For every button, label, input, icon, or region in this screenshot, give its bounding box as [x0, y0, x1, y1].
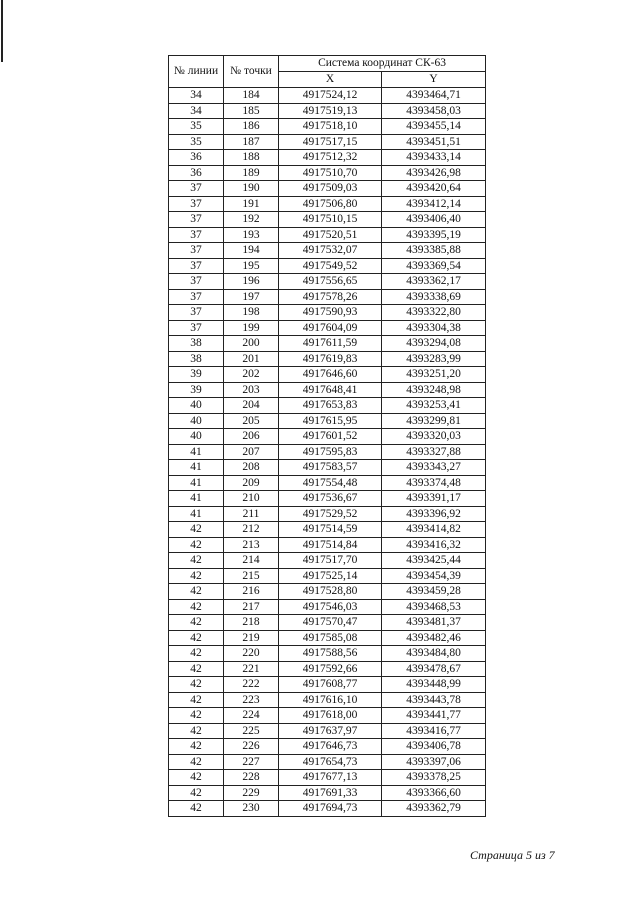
cell-x: 4917529,52 [279, 506, 382, 522]
cell-line-number: 42 [169, 615, 224, 631]
table-row [169, 320, 486, 336]
table-row [169, 599, 486, 615]
cell-line-number: 42 [169, 553, 224, 569]
cell-x: 4917677,13 [279, 770, 382, 786]
cell-x: 4917549,52 [279, 258, 382, 274]
table-row [169, 165, 486, 181]
cell-line-number: 37 [169, 243, 224, 259]
cell-y: 4393366,60 [382, 785, 486, 801]
cell-line-number: 42 [169, 522, 224, 538]
table-row [169, 801, 486, 817]
table-row [169, 336, 486, 352]
table-row [169, 305, 486, 321]
cell-x: 4917578,26 [279, 289, 382, 305]
cell-x: 4917532,07 [279, 243, 382, 259]
cell-y: 4393481,37 [382, 615, 486, 631]
cell-point-number: 201 [224, 351, 279, 367]
cell-line-number: 41 [169, 460, 224, 476]
cell-y: 4393455,14 [382, 119, 486, 135]
cell-y: 4393294,08 [382, 336, 486, 352]
cell-line-number: 42 [169, 708, 224, 724]
cell-y: 4393416,77 [382, 723, 486, 739]
table-row [169, 227, 486, 243]
cell-point-number: 207 [224, 444, 279, 460]
cell-point-number: 205 [224, 413, 279, 429]
cell-line-number: 42 [169, 692, 224, 708]
cell-x: 4917536,67 [279, 491, 382, 507]
cell-point-number: 187 [224, 134, 279, 150]
cell-y: 4393459,28 [382, 584, 486, 600]
cell-y: 4393484,80 [382, 646, 486, 662]
cell-point-number: 217 [224, 599, 279, 615]
table-row [169, 754, 486, 770]
cell-point-number: 206 [224, 429, 279, 445]
table-row [169, 212, 486, 228]
cell-point-number: 196 [224, 274, 279, 290]
cell-x: 4917556,65 [279, 274, 382, 290]
cell-point-number: 209 [224, 475, 279, 491]
cell-line-number: 38 [169, 351, 224, 367]
cell-line-number: 42 [169, 754, 224, 770]
cell-y: 4393441,77 [382, 708, 486, 724]
cell-line-number: 41 [169, 506, 224, 522]
cell-line-number: 35 [169, 134, 224, 150]
cell-line-number: 37 [169, 212, 224, 228]
cell-x: 4917654,73 [279, 754, 382, 770]
cell-y: 4393395,19 [382, 227, 486, 243]
cell-point-number: 210 [224, 491, 279, 507]
cell-x: 4917608,77 [279, 677, 382, 693]
cell-point-number: 226 [224, 739, 279, 755]
table-row [169, 382, 486, 398]
cell-point-number: 194 [224, 243, 279, 259]
cell-y: 4393338,69 [382, 289, 486, 305]
cell-point-number: 225 [224, 723, 279, 739]
cell-point-number: 216 [224, 584, 279, 600]
cell-point-number: 189 [224, 165, 279, 181]
header-line-number: № линии [169, 56, 224, 88]
table-row [169, 739, 486, 755]
scan-edge-line [1, 0, 3, 62]
cell-point-number: 202 [224, 367, 279, 383]
cell-y: 4393396,92 [382, 506, 486, 522]
cell-y: 4393416,32 [382, 537, 486, 553]
cell-point-number: 208 [224, 460, 279, 476]
cell-y: 4393299,81 [382, 413, 486, 429]
cell-x: 4917619,83 [279, 351, 382, 367]
cell-x: 4917546,03 [279, 599, 382, 615]
cell-x: 4917585,08 [279, 630, 382, 646]
cell-line-number: 37 [169, 289, 224, 305]
cell-x: 4917525,14 [279, 568, 382, 584]
cell-line-number: 42 [169, 646, 224, 662]
cell-point-number: 190 [224, 181, 279, 197]
table-row [169, 661, 486, 677]
cell-x: 4917524,12 [279, 88, 382, 104]
cell-x: 4917528,80 [279, 584, 382, 600]
cell-y: 4393426,98 [382, 165, 486, 181]
page-number: Страница 5 из 7 [470, 848, 555, 862]
cell-x: 4917512,32 [279, 150, 382, 166]
cell-point-number: 211 [224, 506, 279, 522]
cell-line-number: 42 [169, 723, 224, 739]
table-row [169, 553, 486, 569]
cell-line-number: 42 [169, 801, 224, 817]
table-row [169, 723, 486, 739]
cell-y: 4393482,46 [382, 630, 486, 646]
table-row [169, 444, 486, 460]
cell-y: 4393425,44 [382, 553, 486, 569]
cell-point-number: 199 [224, 320, 279, 336]
cell-line-number: 41 [169, 491, 224, 507]
table-row [169, 584, 486, 600]
cell-x: 4917646,60 [279, 367, 382, 383]
cell-point-number: 228 [224, 770, 279, 786]
table-row [169, 119, 486, 135]
cell-y: 4393406,78 [382, 739, 486, 755]
cell-y: 4393464,71 [382, 88, 486, 104]
table-row [169, 196, 486, 212]
cell-line-number: 37 [169, 305, 224, 321]
table-row [169, 677, 486, 693]
cell-line-number: 42 [169, 739, 224, 755]
cell-line-number: 41 [169, 444, 224, 460]
cell-y: 4393391,17 [382, 491, 486, 507]
cell-x: 4917514,84 [279, 537, 382, 553]
table-row [169, 460, 486, 476]
cell-line-number: 42 [169, 630, 224, 646]
cell-point-number: 188 [224, 150, 279, 166]
cell-y: 4393320,03 [382, 429, 486, 445]
cell-x: 4917583,57 [279, 460, 382, 476]
table-row [169, 537, 486, 553]
cell-point-number: 213 [224, 537, 279, 553]
cell-x: 4917506,80 [279, 196, 382, 212]
cell-point-number: 221 [224, 661, 279, 677]
cell-x: 4917601,52 [279, 429, 382, 445]
table-row [169, 708, 486, 724]
cell-x: 4917570,47 [279, 615, 382, 631]
cell-point-number: 198 [224, 305, 279, 321]
cell-y: 4393322,80 [382, 305, 486, 321]
table-row [169, 522, 486, 538]
cell-line-number: 42 [169, 677, 224, 693]
cell-x: 4917510,70 [279, 165, 382, 181]
cell-line-number: 41 [169, 475, 224, 491]
table-row [169, 103, 486, 119]
cell-point-number: 230 [224, 801, 279, 817]
cell-line-number: 37 [169, 196, 224, 212]
cell-line-number: 39 [169, 382, 224, 398]
cell-line-number: 42 [169, 770, 224, 786]
table-row [169, 770, 486, 786]
table-row [169, 692, 486, 708]
cell-point-number: 222 [224, 677, 279, 693]
cell-point-number: 227 [224, 754, 279, 770]
cell-y: 4393369,54 [382, 258, 486, 274]
cell-line-number: 42 [169, 599, 224, 615]
cell-point-number: 215 [224, 568, 279, 584]
table-row [169, 630, 486, 646]
cell-x: 4917646,73 [279, 739, 382, 755]
cell-x: 4917518,10 [279, 119, 382, 135]
header-point-number: № точки [224, 56, 279, 88]
table-row [169, 243, 486, 259]
cell-line-number: 36 [169, 165, 224, 181]
table-row [169, 181, 486, 197]
cell-line-number: 42 [169, 785, 224, 801]
table-row [169, 367, 486, 383]
cell-y: 4393362,79 [382, 801, 486, 817]
cell-y: 4393283,99 [382, 351, 486, 367]
cell-y: 4393448,99 [382, 677, 486, 693]
cell-point-number: 224 [224, 708, 279, 724]
cell-point-number: 195 [224, 258, 279, 274]
cell-y: 4393378,25 [382, 770, 486, 786]
table-row [169, 475, 486, 491]
cell-y: 4393478,67 [382, 661, 486, 677]
cell-line-number: 37 [169, 274, 224, 290]
cell-y: 4393433,14 [382, 150, 486, 166]
cell-point-number: 203 [224, 382, 279, 398]
table-row [169, 88, 486, 104]
cell-point-number: 197 [224, 289, 279, 305]
header-y: Y [382, 72, 486, 88]
cell-point-number: 218 [224, 615, 279, 631]
table-row [169, 646, 486, 662]
cell-x: 4917592,66 [279, 661, 382, 677]
cell-point-number: 192 [224, 212, 279, 228]
cell-line-number: 37 [169, 258, 224, 274]
cell-x: 4917648,41 [279, 382, 382, 398]
cell-y: 4393253,41 [382, 398, 486, 414]
table-row [169, 506, 486, 522]
table-row [169, 785, 486, 801]
cell-y: 4393251,20 [382, 367, 486, 383]
cell-x: 4917595,83 [279, 444, 382, 460]
table-row [169, 274, 486, 290]
table-row [169, 289, 486, 305]
cell-x: 4917611,59 [279, 336, 382, 352]
cell-line-number: 42 [169, 568, 224, 584]
cell-point-number: 223 [224, 692, 279, 708]
cell-line-number: 35 [169, 119, 224, 135]
cell-x: 4917653,83 [279, 398, 382, 414]
cell-y: 4393385,88 [382, 243, 486, 259]
cell-y: 4393374,48 [382, 475, 486, 491]
cell-y: 4393458,03 [382, 103, 486, 119]
cell-x: 4917618,00 [279, 708, 382, 724]
cell-y: 4393412,14 [382, 196, 486, 212]
cell-point-number: 204 [224, 398, 279, 414]
cell-line-number: 34 [169, 103, 224, 119]
table-row [169, 258, 486, 274]
cell-line-number: 40 [169, 398, 224, 414]
cell-line-number: 42 [169, 537, 224, 553]
cell-x: 4917604,09 [279, 320, 382, 336]
cell-x: 4917509,03 [279, 181, 382, 197]
cell-x: 4917514,59 [279, 522, 382, 538]
cell-y: 4393362,17 [382, 274, 486, 290]
table-row [169, 134, 486, 150]
cell-line-number: 38 [169, 336, 224, 352]
cell-line-number: 37 [169, 181, 224, 197]
header-x: X [279, 72, 382, 88]
table-row [169, 568, 486, 584]
cell-x: 4917615,95 [279, 413, 382, 429]
cell-x: 4917590,93 [279, 305, 382, 321]
cell-y: 4393468,53 [382, 599, 486, 615]
table-row [169, 150, 486, 166]
cell-y: 4393406,40 [382, 212, 486, 228]
cell-line-number: 39 [169, 367, 224, 383]
cell-line-number: 42 [169, 584, 224, 600]
cell-x: 4917637,97 [279, 723, 382, 739]
cell-line-number: 34 [169, 88, 224, 104]
header-coordinate-system: Система координат СК-63 [279, 56, 486, 72]
cell-x: 4917520,51 [279, 227, 382, 243]
cell-line-number: 37 [169, 227, 224, 243]
cell-point-number: 229 [224, 785, 279, 801]
cell-point-number: 219 [224, 630, 279, 646]
cell-y: 4393451,51 [382, 134, 486, 150]
cell-x: 4917616,10 [279, 692, 382, 708]
cell-y: 4393248,98 [382, 382, 486, 398]
cell-line-number: 37 [169, 320, 224, 336]
cell-y: 4393454,39 [382, 568, 486, 584]
cell-y: 4393327,88 [382, 444, 486, 460]
cell-point-number: 220 [224, 646, 279, 662]
cell-line-number: 40 [169, 429, 224, 445]
cell-point-number: 214 [224, 553, 279, 569]
cell-x: 4917588,56 [279, 646, 382, 662]
cell-x: 4917691,33 [279, 785, 382, 801]
table-row [169, 615, 486, 631]
cell-x: 4917554,48 [279, 475, 382, 491]
table-row [169, 351, 486, 367]
table-row [169, 429, 486, 445]
cell-point-number: 186 [224, 119, 279, 135]
cell-line-number: 36 [169, 150, 224, 166]
cell-point-number: 191 [224, 196, 279, 212]
table-body [169, 88, 486, 817]
table-row [169, 491, 486, 507]
cell-line-number: 42 [169, 661, 224, 677]
cell-y: 4393343,27 [382, 460, 486, 476]
table-row [169, 413, 486, 429]
cell-y: 4393414,82 [382, 522, 486, 538]
cell-y: 4393443,78 [382, 692, 486, 708]
cell-x: 4917510,15 [279, 212, 382, 228]
cell-x: 4917519,13 [279, 103, 382, 119]
coordinates-table [168, 55, 486, 817]
cell-line-number: 40 [169, 413, 224, 429]
cell-x: 4917694,73 [279, 801, 382, 817]
cell-y: 4393304,38 [382, 320, 486, 336]
cell-point-number: 200 [224, 336, 279, 352]
cell-y: 4393420,64 [382, 181, 486, 197]
table-row [169, 398, 486, 414]
cell-point-number: 184 [224, 88, 279, 104]
cell-y: 4393397,06 [382, 754, 486, 770]
cell-x: 4917517,70 [279, 553, 382, 569]
cell-point-number: 193 [224, 227, 279, 243]
cell-point-number: 212 [224, 522, 279, 538]
cell-point-number: 185 [224, 103, 279, 119]
cell-x: 4917517,15 [279, 134, 382, 150]
